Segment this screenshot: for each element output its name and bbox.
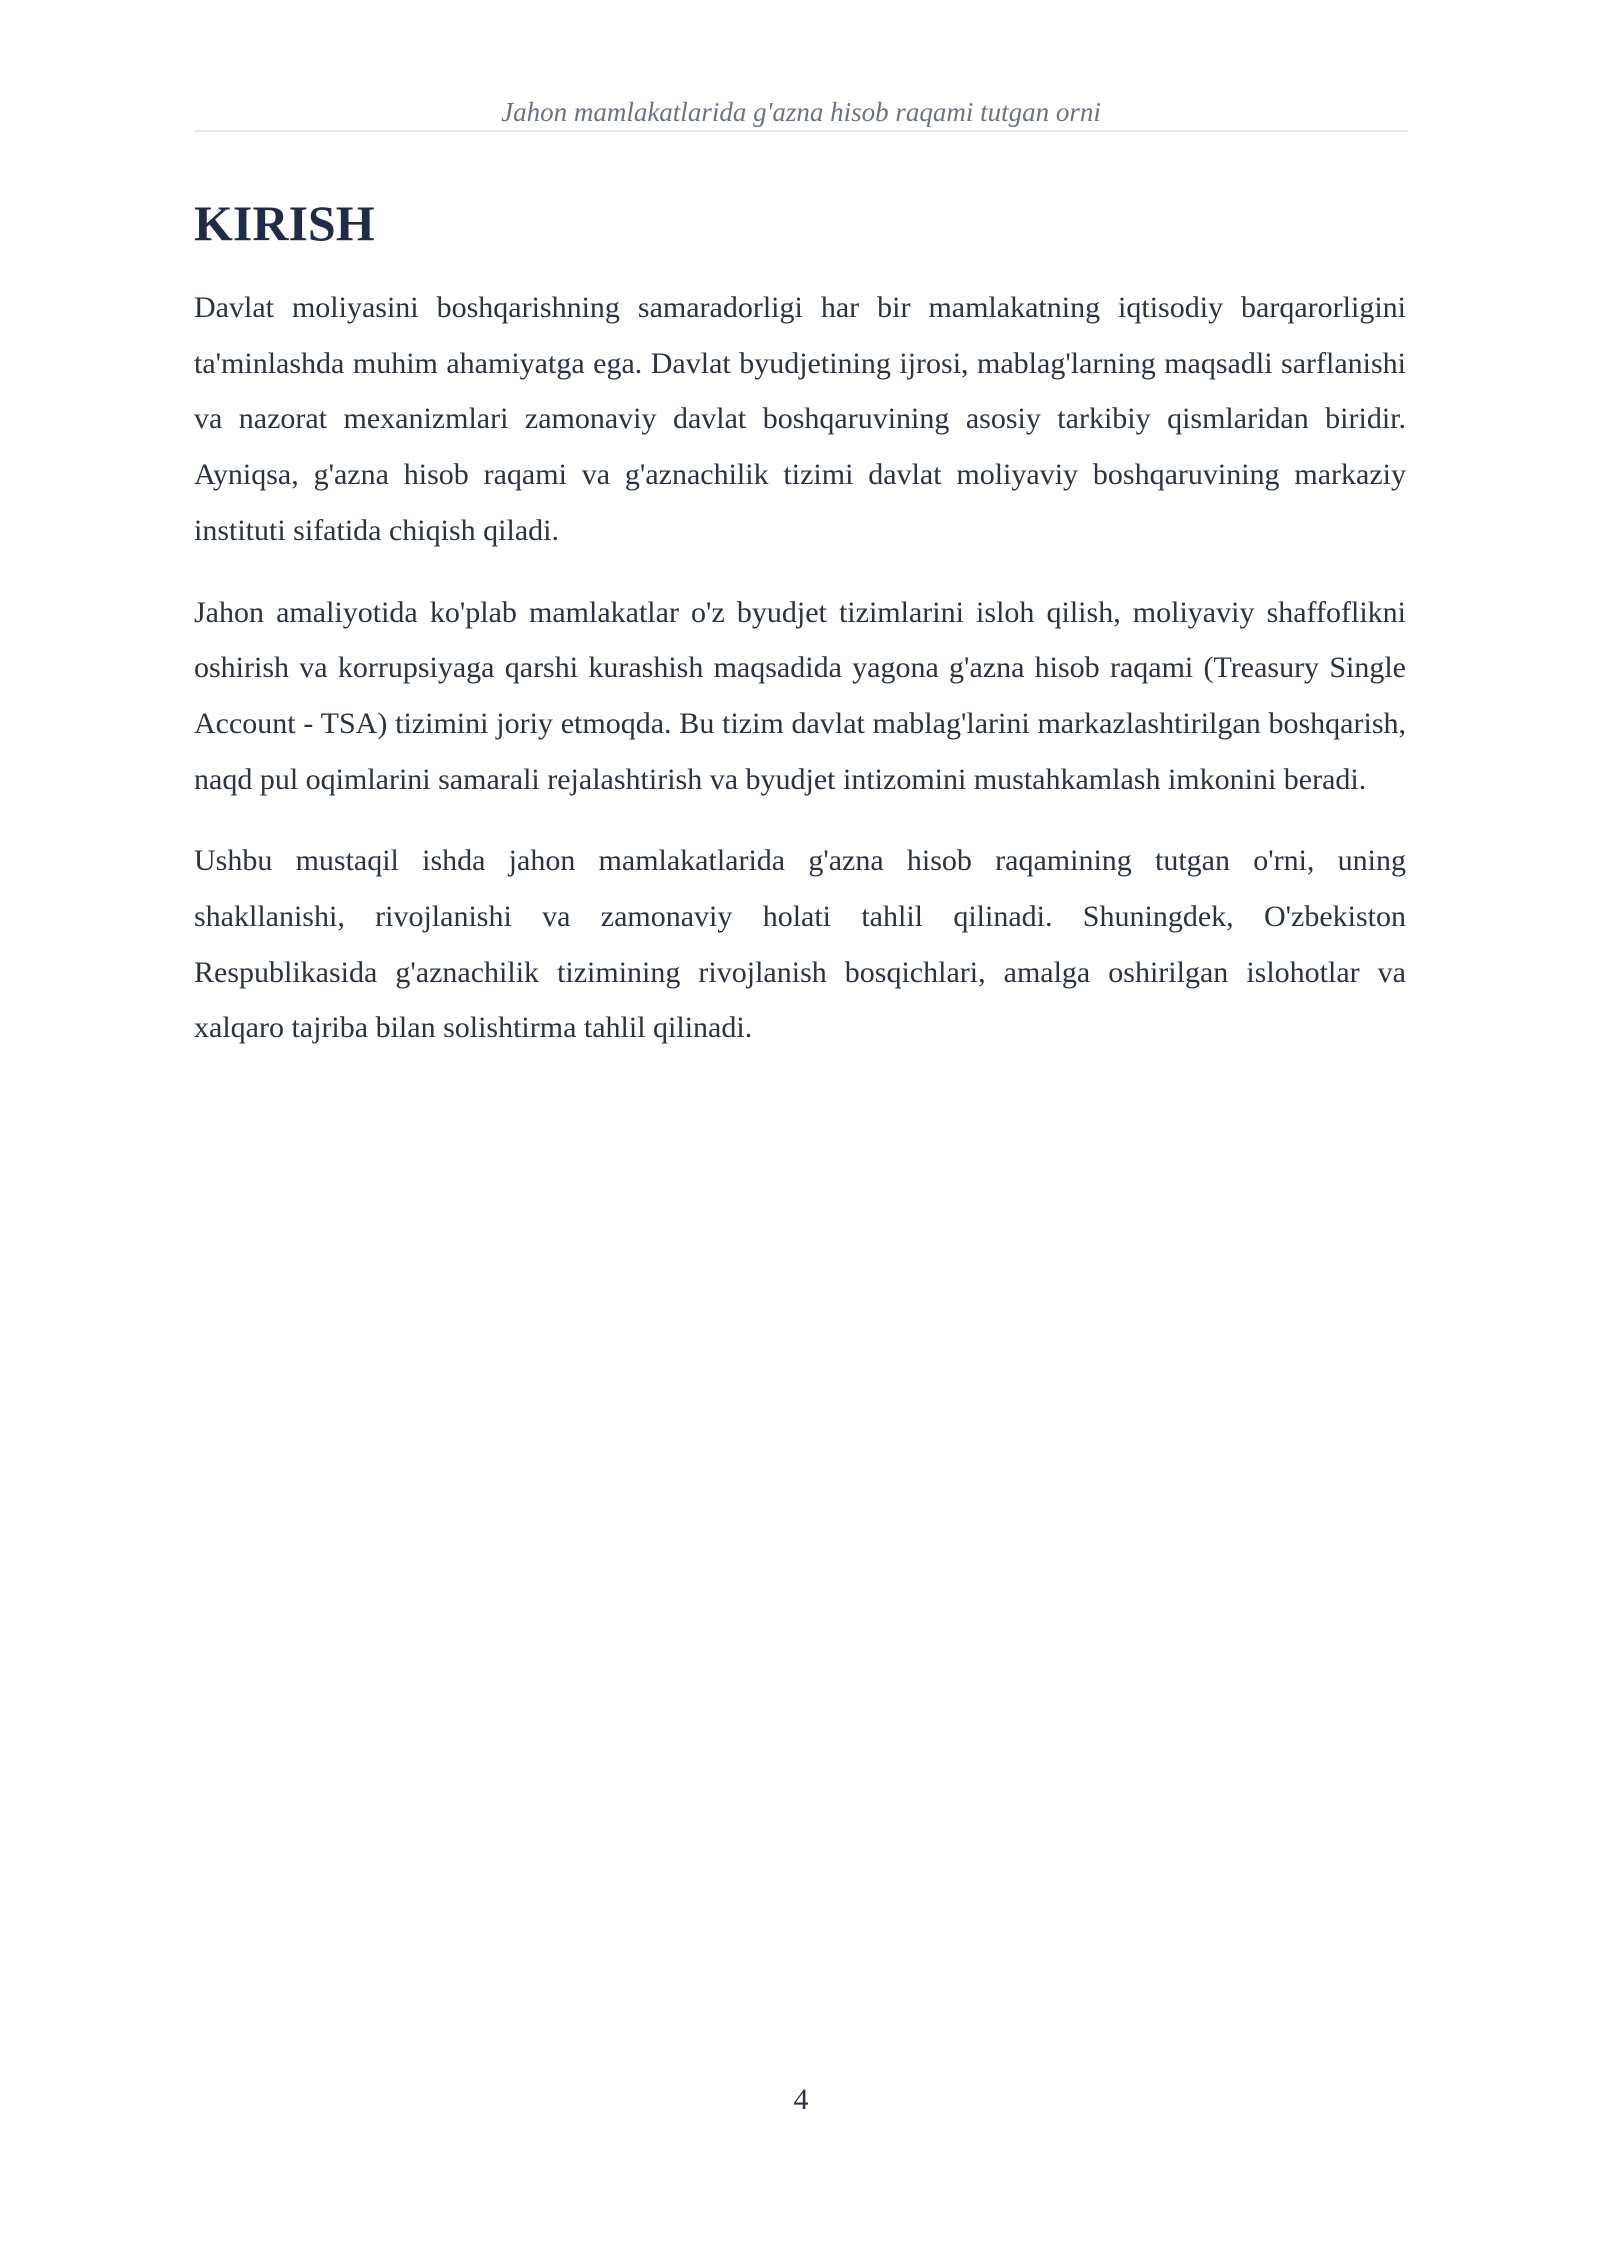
paragraph: Davlat moliyasini boshqarishning samaradorligi har bir mamlakatning iqtisodiy barqarorligini ta'minlashda muhim ahamiyatga ega. Davlat byudjetining ijrosi, mablag'larning maqsadli sarflanishi va nazorat mexanizmlari zamonaviy davlat boshqaruvining asosiy tarkibiy qismlaridan biridir. Ayniqsa, g'azna hisob raqami va g'aznachilik tizimi davlat moliyaviy boshqaruvining markaziy instituti sifatida chiqish qiladi. (194, 291, 1406, 547)
page-number: 4 (793, 2083, 809, 2116)
header-divider (194, 130, 1408, 132)
paragraph: Jahon amaliyotida ko'plab mamlakatlar o'z byudjet tizimlarini isloh qilish, moliyaviy shaffoflikni oshirish va korrupsiyaga qarshi kurashish maqsadida yagona g'azna hisob raqami (Treasury Single Account - TSA) tizimini joriy etmoqda. Bu tizim davlat mablag'larini markazlashtirilgan boshqarish, naqd pul oqimlarini samarali rejalashtirish va byudjet intizomini mustahkamlash imkonini beradi. (194, 595, 1406, 796)
section-heading: KIRISH (194, 195, 375, 251)
paragraph: Ushbu mustaqil ishda jahon mamlakatlarida g'azna hisob raqamining tutgan o'rni, uning shakllanishi, rivojlanishi va zamonaviy holati tahlil qilinadi. Shuningdek, O'zbekiston Respublikasida g'aznachilik tizimining rivojlanish bosqichlari, amalga oshirilgan islohotlar va xalqaro tajriba bilan solishtirma tahlil qilinadi. (194, 844, 1406, 1045)
section-body (194, 280, 1406, 1082)
running-header: Jahon mamlakatlarida g'azna hisob raqami tutgan orni (501, 97, 1101, 127)
